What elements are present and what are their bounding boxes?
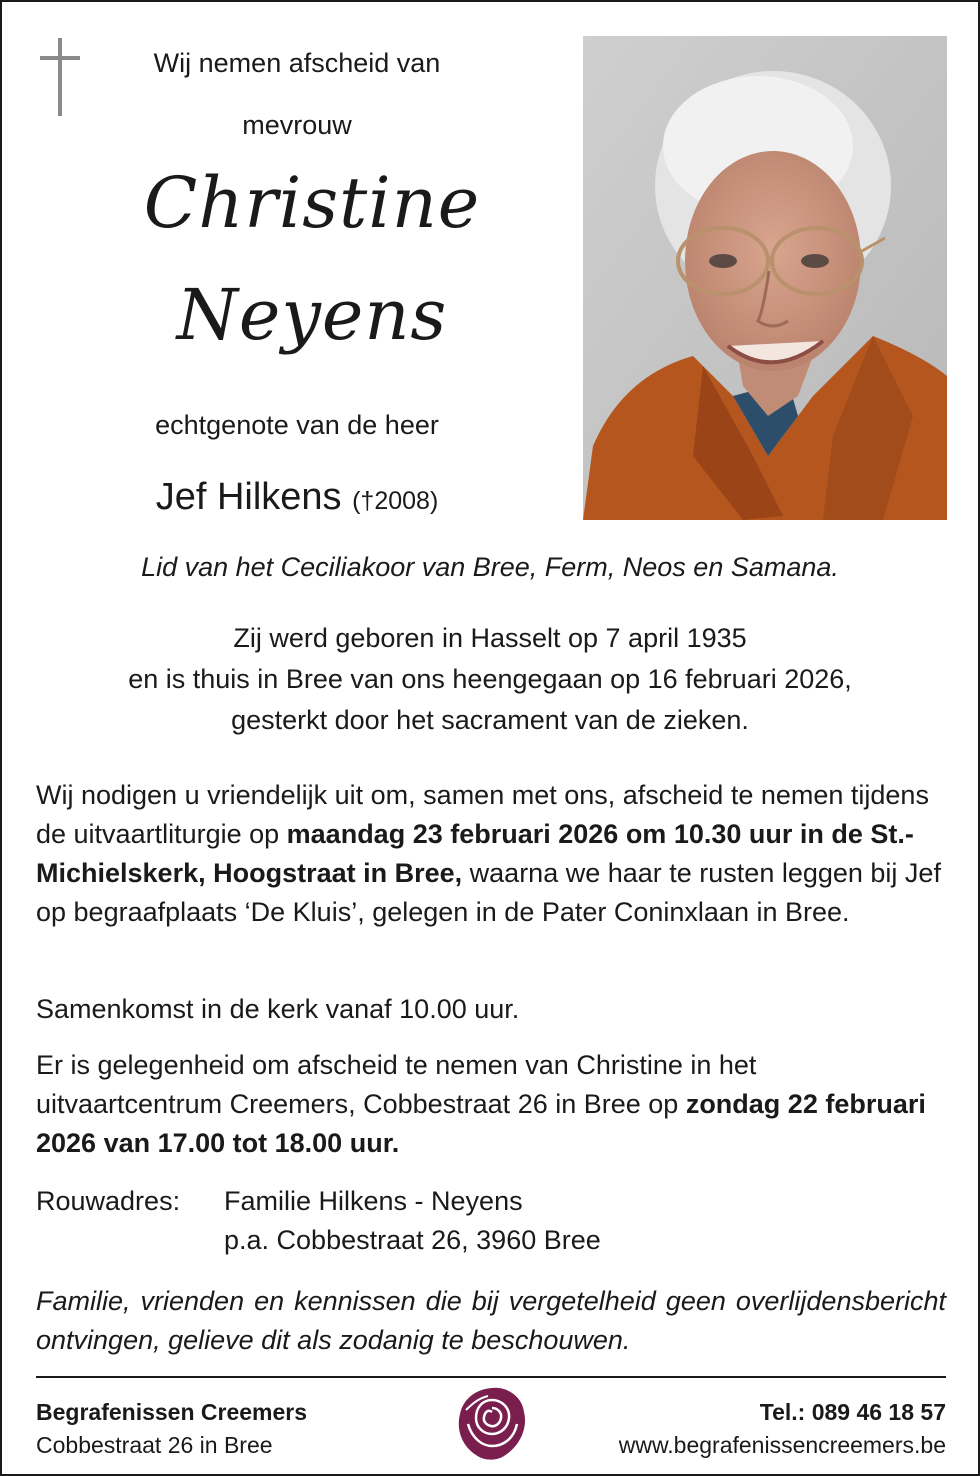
intro-line-1: Wij nemen afscheid van — [153, 48, 441, 78]
phone-number: Tel.: 089 46 18 57 — [759, 1399, 946, 1425]
visitation-datetime: zondag 22 februari 2026 van 17.00 tot 18.00 uur. — [36, 1089, 926, 1158]
footer-company-block — [36, 1396, 307, 1462]
deceased-last-name: Neyens — [176, 274, 448, 356]
spouse-name: Jef Hilkens — [155, 476, 342, 518]
portrait-photo — [583, 36, 947, 520]
rouwadres-label: Rouwadres: — [36, 1186, 181, 1216]
membership-line: Lid van het Ceciliakoor van Bree, Ferm, Neos en Samana. — [141, 552, 839, 582]
spouse-line — [62, 476, 532, 519]
rouwadres-family: Familie Hilkens - Neyens — [224, 1186, 523, 1216]
gathering-line: Samenkomst in de kerk vanaf 10.00 uur. — [36, 994, 520, 1024]
invitation-text-1: Wij nodigen u vriendelijk uit om, samen met ons, afscheid te nemen tijdens de uitvaartliturgie op — [36, 780, 929, 849]
death-line: en is thuis in Bree van ons heengegaan op 16 februari 2026, — [128, 664, 852, 694]
birth-line: Zij werd geboren in Hasselt op 7 april 1935 — [233, 623, 747, 653]
company-name: Begrafenissen Creemers — [36, 1399, 308, 1425]
footer-contact-block — [619, 1396, 946, 1462]
deceased-first-name: Christine — [143, 162, 481, 244]
rose-logo-icon — [454, 1384, 530, 1462]
company-address: Cobbestraat 26 in Bree — [36, 1432, 273, 1458]
website-link[interactable]: www.begrafenissencreemers.be — [618, 1432, 946, 1458]
visitation-text: Er is gelegenheid om afscheid te nemen van Christine in het uitvaartcentrum Creemers, Cobbestraat 26 in Bree op — [36, 1050, 757, 1119]
birth-death-block — [2, 618, 978, 741]
invitation-text-2: waarna we haar te rusten leggen bij Jef op begraafplaats ‘De Kluis’, gelegen in de Pater Coninxlaan in Bree. — [36, 858, 941, 927]
rouwadres-address: p.a. Cobbestraat 26, 3960 Bree — [224, 1225, 601, 1255]
footer-divider — [36, 1376, 946, 1378]
sacrament-line: gesterkt door het sacrament van de zieken. — [231, 705, 749, 735]
notice-text: Familie, vrienden en kennissen die bij vergetelheid geen overlijdensbericht ontvingen, gelieve dit als zodanig te beschouwen. — [36, 1286, 946, 1355]
invitation-date-location: maandag 23 februari 2026 om 10.30 uur in de St.-Michielskerk, Hoogstraat in Bree, — [36, 819, 914, 888]
intro-line-2: mevrouw — [242, 110, 352, 140]
visitation-block — [36, 1046, 948, 1163]
portrait-illustration — [583, 36, 947, 520]
rouwadres-lines — [224, 1182, 601, 1260]
spouse-death-year: (†2008) — [352, 487, 439, 515]
funeral-invitation — [36, 776, 948, 932]
spouse-intro: echtgenote van de heer — [155, 410, 439, 440]
